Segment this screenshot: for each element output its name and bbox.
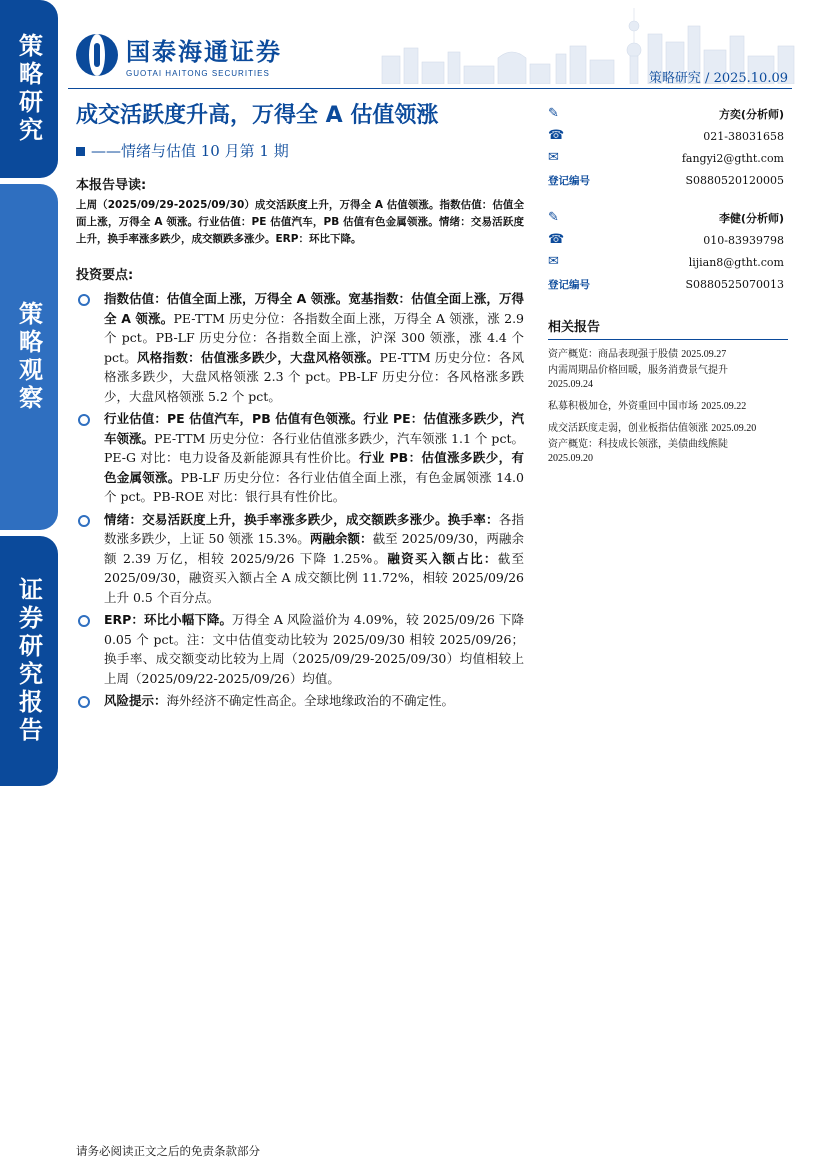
bullet-circle-icon <box>78 615 90 627</box>
related-report-date: 2025.09.27 <box>681 349 727 360</box>
side-tab-strategy-research <box>0 0 58 178</box>
analyst-card-2 <box>548 207 784 295</box>
bullet-circle-icon <box>78 696 90 708</box>
key-point-bold: 行业 PB：估值涨多跌少，有色金属领涨。 <box>104 450 525 485</box>
registration-number: S0880525070013 <box>685 277 784 291</box>
related-report-date: 2025.09.22 <box>701 401 747 412</box>
key-point-bold: 风格指数：估值涨多跌少，大盘风格领涨。 <box>137 349 380 365</box>
report-body <box>76 174 524 714</box>
pen-icon: ✎ <box>548 210 559 225</box>
related-report-item[interactable] <box>548 400 788 414</box>
related-report-item[interactable] <box>548 364 788 392</box>
intro-heading: 本报告导读: <box>76 178 147 193</box>
key-point-bold: 两融余额： <box>309 531 373 546</box>
pen-icon: ✎ <box>548 106 559 121</box>
analyst-email[interactable]: fangyi2@gtht.com <box>681 151 784 165</box>
related-reports <box>548 316 788 466</box>
key-point-text: PE-TTM 历史分位：各风格涨多跌少，大盘风格领涨 2.3 个 pct。PB-LF 历史分位：各风格涨多跌少，大盘风格领涨 5.2 个 pct。 <box>104 349 524 404</box>
header-divider <box>68 88 792 89</box>
analyst-name: 李健(分析师) <box>718 212 784 225</box>
related-reports-heading: 相关报告 <box>548 316 788 340</box>
key-point-text: PE-TTM 历史分位：各指数全面上涨，万得全 A 领涨，涨 2.9 个 pct。PB-LF 历史分位：各指数全面上涨，沪深 300 领涨，涨 4.4 个 pct。 <box>104 310 524 365</box>
analyst-phone: 021-38031658 <box>703 129 784 143</box>
bullet-circle-icon <box>78 515 90 527</box>
email-icon: ✉ <box>548 150 559 165</box>
key-point-bold: ERP：环比小幅下降。 <box>104 612 233 627</box>
related-report-title: 成交活跃度走弱，创业板指估值领涨 <box>548 423 708 434</box>
related-report-title: 资产概览：科技成长领涨，美债曲线熊陡 <box>548 439 728 450</box>
logo-mark-icon <box>76 34 118 76</box>
side-tab-securities-report <box>0 536 58 786</box>
email-icon: ✉ <box>548 254 559 269</box>
key-point-bold: 指数估值：估值全面上涨，万得全 A 领涨。宽基指数：估值全面上涨，万得全 A 领涨。 <box>104 291 524 326</box>
key-point-bold: 融资买入额占比： <box>387 550 498 566</box>
related-report-item[interactable] <box>548 348 788 362</box>
registration-number: S0880520120005 <box>685 173 784 187</box>
key-points-heading: 投资要点: <box>76 268 134 283</box>
phone-icon: ☎ <box>548 128 565 143</box>
logo-name-en: GUOTAI HAITONG SECURITIES <box>126 69 270 78</box>
analyst-email[interactable]: lijian8@gtht.com <box>688 255 784 269</box>
key-point-sentiment <box>76 510 524 608</box>
logo-name-cn: 国泰海通证券 <box>126 38 282 66</box>
analyst-card-1 <box>548 103 784 191</box>
key-point-index-valuation <box>76 289 524 406</box>
report-title: 成交活跃度升高，万得全 A 估值领涨 <box>76 103 439 128</box>
key-point-text: PE-TTM 历史分位：各行业估值涨多跌少，汽车领涨 1.1 个 pct。PE-G 对比：电力设备及新能源具有性价比。 <box>104 430 524 465</box>
related-report-item[interactable] <box>548 438 788 466</box>
registration-label: 登记编号 <box>548 174 590 187</box>
side-tab-label: 策略观察 <box>14 301 43 413</box>
header-category-date: 策略研究 / 2025.10.09 <box>648 71 788 86</box>
disclaimer-footer: 请务必阅读正文之后的免责条款部分 <box>76 1144 260 1158</box>
key-point-text: 截至 2025/09/30，两融余额 2.39 万亿，相较 2025/9/26 下降 1.25%。 <box>104 531 524 566</box>
side-tab-strategy-observation <box>0 184 58 530</box>
analyst-phone: 010-83939798 <box>703 233 784 247</box>
analyst-name: 方奕(分析师) <box>718 108 784 121</box>
key-point-bold: 情绪：交易活跃度上升，换手率涨多跌少，成交额跌多涨少。换手率： <box>104 511 499 527</box>
intro-text: 上周（2025/09/29-2025/09/30）成交活跃度上升，万得全 A 估值领涨。指数估值：估值全面上涨，万得全 A 领涨。行业估值：PE 估值汽车，PB 估值有色金属领涨。情绪：交易活跃度上升，换手率涨多跌少，成交额跌多涨少。ERP：环比下降。 <box>76 199 524 245</box>
key-point-text: 各指数涨多跌少，上证 50 领涨 15.3%。 <box>104 511 524 546</box>
key-point-text: PB-LF 历史分位：各行业估值全面上涨，有色金属领涨 14.0 个 pct。PB-ROE 对比：银行具有性价比。 <box>104 469 524 504</box>
related-report-title: 私募积极加仓，外资重回中国市场 <box>548 401 698 412</box>
related-report-date: 2025.09.20 <box>548 453 593 464</box>
related-report-date: 2025.09.20 <box>711 423 757 434</box>
related-report-title: 内需周期品价格回暖，服务消费景气提升 <box>548 365 728 376</box>
key-point-text: 海外经济不确定性高企。全球地缘政治的不确定性。 <box>166 693 455 708</box>
square-bullet-icon <box>76 147 85 156</box>
key-point-text: 万得全 A 风险溢价为 4.09%，较 2025/09/26 下降 0.05 个 pct。注：文中估值变动比较为 2025/09/30 相较 2025/09/26；换手率、成交额变动比较为上周（2025/09/29-2025/09/30）均值相较上上周（2025/09/22-2025/09/26）均值。 <box>104 612 524 686</box>
related-report-title: 资产概览：商品表现强于股债 <box>548 349 678 360</box>
key-point-bold: 风险提示： <box>104 693 167 708</box>
company-logo <box>76 32 282 78</box>
bullet-circle-icon <box>78 414 90 426</box>
report-subtitle <box>76 140 289 161</box>
registration-label: 登记编号 <box>548 278 590 291</box>
side-tab-label: 证券研究报告 <box>14 577 43 745</box>
key-point-industry-valuation <box>76 409 524 507</box>
key-point-bold: 行业估值：PE 估值汽车，PB 估值有色领涨。行业 PE：估值涨多跌少，汽车领涨。 <box>104 411 524 446</box>
bullet-circle-icon <box>78 294 90 306</box>
related-report-item[interactable] <box>548 422 788 436</box>
key-point-text: 截至 2025/09/30，融资买入额占全 A 成交额比例 11.72%，相较 2025/09/26 上升 0.5 个百分点。 <box>104 550 524 605</box>
key-point-erp <box>76 610 524 688</box>
subtitle-text: ——情绪与估值 10 月第 1 期 <box>91 142 289 160</box>
related-report-date: 2025.09.24 <box>548 379 593 390</box>
key-point-risk <box>76 691 524 711</box>
phone-icon: ☎ <box>548 232 565 247</box>
side-tab-label: 策略研究 <box>14 33 43 145</box>
